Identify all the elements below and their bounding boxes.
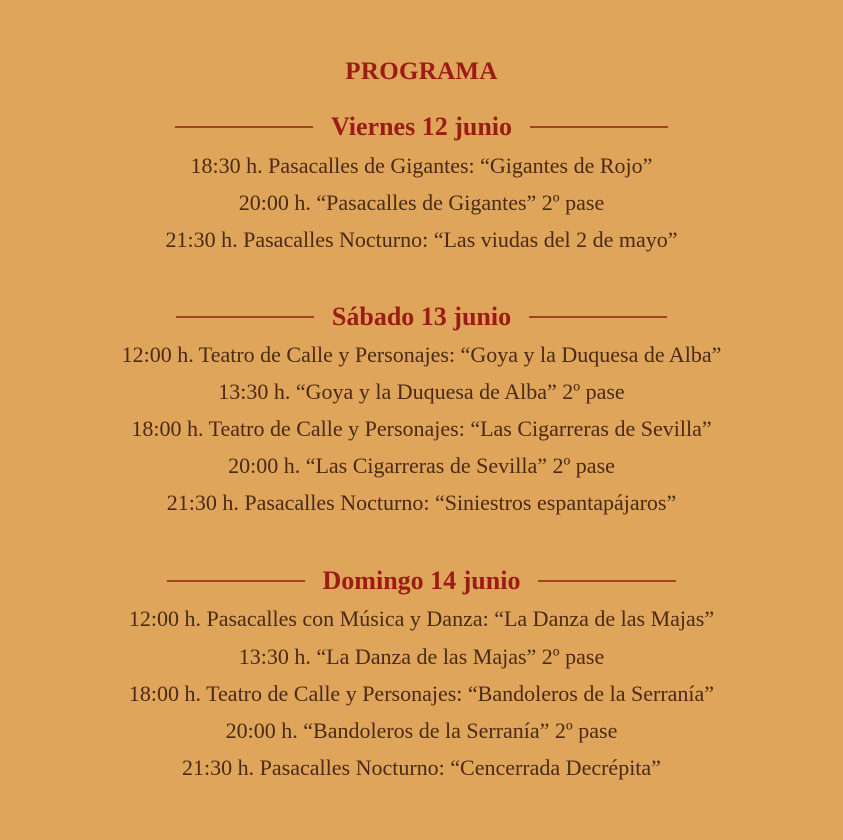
- event-line: 21:30 h. Pasacalles Nocturno: “Siniestros espantapájaros”: [166, 490, 677, 515]
- day-heading-domingo: [0, 566, 843, 596]
- event-line: 13:30 h. “Goya y la Duquesa de Alba” 2º pase: [218, 379, 625, 404]
- divider-rule-left: [176, 316, 314, 318]
- divider-rule-right: [538, 580, 676, 582]
- event-line: 12:00 h. Pasacalles con Música y Danza: “La Danza de las Majas”: [128, 606, 715, 631]
- event-line: 18:00 h. Teatro de Calle y Personajes: “Las Cigarreras de Sevilla”: [131, 416, 712, 441]
- event-line: 18:00 h. Teatro de Calle y Personajes: “Bandoleros de la Serranía”: [128, 681, 715, 706]
- page-title: PROGRAMA: [345, 58, 498, 85]
- event-line: 12:00 h. Teatro de Calle y Personajes: “Goya y la Duquesa de Alba”: [121, 342, 722, 367]
- event-line: 13:30 h. “La Danza de las Majas” 2º pase: [238, 644, 605, 669]
- day-heading-viernes: [0, 112, 843, 142]
- divider-rule-right: [530, 126, 668, 128]
- day-label: Sábado 13 junio: [331, 302, 512, 331]
- divider-rule-left: [167, 580, 305, 582]
- day-label: Viernes 12 junio: [330, 112, 513, 141]
- event-line: 20:00 h. “Bandoleros de la Serranía” 2º pase: [225, 718, 618, 743]
- day-heading-sabado: [0, 302, 843, 332]
- event-line: 18:30 h. Pasacalles de Gigantes: “Gigantes de Rojo”: [190, 153, 653, 178]
- event-line: 20:00 h. “Pasacalles de Gigantes” 2º pase: [238, 190, 605, 215]
- event-line: 21:30 h. Pasacalles Nocturno: “Cencerrada Decrépita”: [182, 755, 661, 780]
- divider-rule-left: [175, 126, 313, 128]
- event-line: 20:00 h. “Las Cigarreras de Sevilla” 2º pase: [228, 453, 615, 478]
- divider-rule-right: [529, 316, 667, 318]
- day-label: Domingo 14 junio: [322, 566, 521, 595]
- event-line: 21:30 h. Pasacalles Nocturno: “Las viudas del 2 de mayo”: [165, 227, 678, 252]
